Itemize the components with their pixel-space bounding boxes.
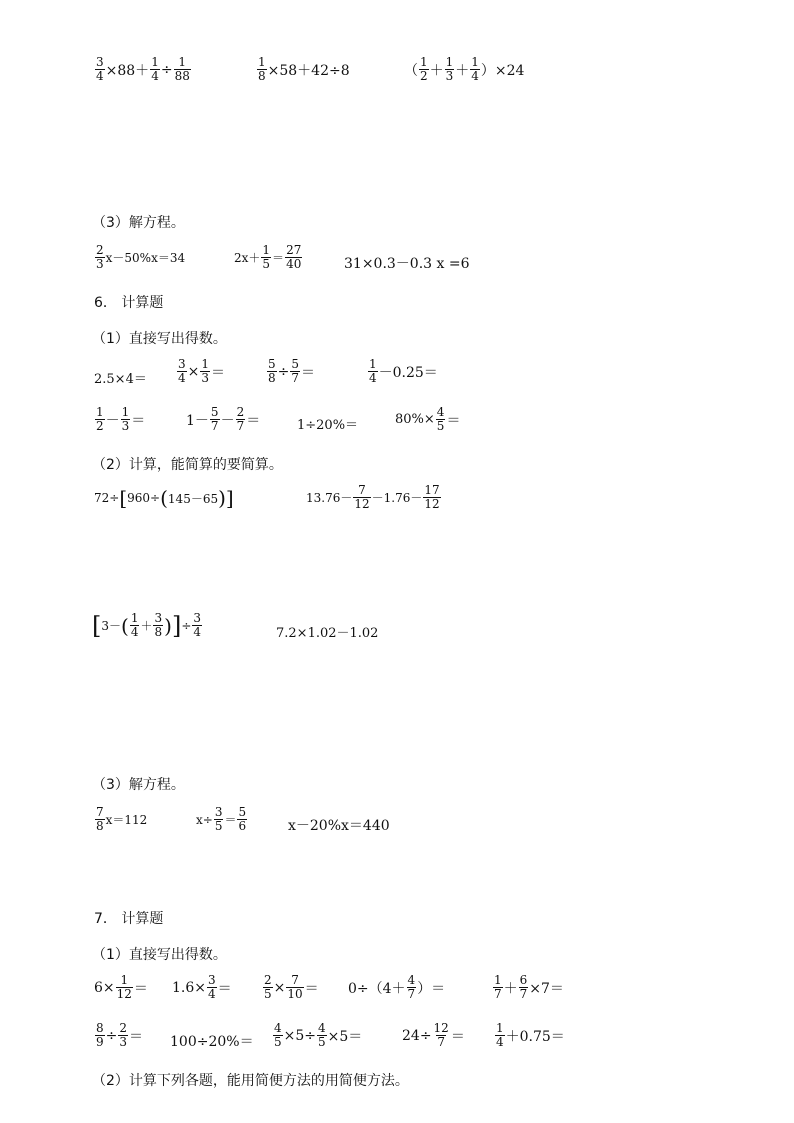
- fraction: $\frac{12}{7}$: [433, 1021, 449, 1049]
- fraction: $\frac{3}{4}$: [96, 55, 104, 83]
- oral-6-2a: $\frac{1}{2}$ － $\frac{1}{3}$ ＝: [96, 405, 146, 433]
- fraction: $\frac{7}{10}$: [287, 973, 303, 1001]
- equation-6-2: x÷ $\frac{3}{5}$ ＝ $\frac{5}{6}$: [196, 805, 247, 833]
- fraction: $\frac{1}{4}$: [471, 55, 479, 83]
- fraction: $\frac{1}{4}$: [369, 357, 377, 385]
- fraction: $\frac{17}{12}$: [424, 483, 440, 511]
- fraction: $\frac{4}{7}$: [407, 973, 416, 1001]
- fraction: $\frac{8}{9}$: [96, 1021, 104, 1049]
- fraction: $\frac{4}{5}$: [318, 1021, 326, 1049]
- fraction: $\frac{5}{8}$: [268, 357, 276, 385]
- equation-6-1: $\frac{7}{8}$ x＝112: [96, 805, 148, 833]
- expr-5-2: $\frac{1}{8}$ ×58＋42÷8: [258, 55, 350, 83]
- fraction: $\frac{3}{4}$: [178, 357, 186, 385]
- fraction: $\frac{3}{4}$: [208, 973, 216, 1001]
- fraction: $\frac{27}{40}$: [286, 243, 302, 271]
- fraction: $\frac{3}{8}$: [154, 611, 163, 639]
- fraction: $\frac{1}{12}$: [116, 973, 132, 1001]
- oral-7-1e: $\frac{1}{7}$ ＋ $\frac{6}{7}$ ×7＝: [494, 973, 564, 1001]
- calc-6-1: 72÷ [ 960÷ ( 145－65 ) ]: [94, 486, 234, 510]
- fraction: $\frac{7}{12}$: [354, 483, 370, 511]
- expr-5-3: （ $\frac{1}{2}$ ＋ $\frac{1}{3}$ ＋ $\frac{1}{4}$ ）×24: [404, 55, 525, 83]
- oral-6-2c: 1÷20%＝: [297, 418, 359, 433]
- fraction: $\frac{1}{3}$: [121, 405, 130, 433]
- fraction: $\frac{2}{7}$: [236, 405, 245, 433]
- section-heading-7: 7． 计算题: [94, 911, 164, 927]
- sub-label-7-1: （1）直接写出得数。: [92, 947, 227, 963]
- expr-5-1: $\frac{3}{4}$ ×88＋ $\frac{1}{4}$ ÷ $\frac{1}{88}$: [96, 55, 190, 83]
- fraction: $\frac{2}{3}$: [96, 243, 104, 271]
- equation-6-3: x－20%x＝440: [288, 818, 390, 834]
- sub-label-6-3: （3）解方程。: [92, 777, 185, 793]
- fraction: $\frac{1}{2}$: [96, 405, 104, 433]
- fraction: $\frac{2}{5}$: [264, 973, 272, 1001]
- oral-6-1d: $\frac{1}{4}$ －0.25＝: [369, 357, 438, 385]
- fraction: $\frac{1}{4}$: [496, 1021, 504, 1049]
- section-heading-6: 6． 计算题: [94, 295, 164, 311]
- oral-7-2a: $\frac{8}{9}$ ÷ $\frac{2}{3}$ ＝: [96, 1021, 144, 1049]
- fraction: $\frac{1}{2}$: [420, 55, 428, 83]
- equation-5-1: $\frac{2}{3}$ x－50%x＝34: [96, 243, 186, 271]
- fraction: $\frac{1}{7}$: [494, 973, 502, 1001]
- calc-6-2: 13.76－ $\frac{7}{12}$ －1.76－ $\frac{17}{12}$: [306, 483, 440, 511]
- fraction: $\frac{4}{5}$: [436, 405, 445, 433]
- fraction: $\frac{1}{88}$: [174, 55, 190, 83]
- fraction: $\frac{1}{5}$: [262, 243, 271, 271]
- equation-5-2: 2x＋ $\frac{1}{5}$ ＝ $\frac{27}{40}$: [234, 243, 302, 271]
- fraction: $\frac{4}{5}$: [274, 1021, 282, 1049]
- fraction: $\frac{1}{3}$: [201, 357, 210, 385]
- oral-6-1b: $\frac{3}{4}$ × $\frac{1}{3}$ ＝: [178, 357, 226, 385]
- oral-6-2d: 80%× $\frac{4}{5}$ ＝: [395, 405, 461, 433]
- fraction: $\frac{1}{4}$: [130, 611, 139, 639]
- oral-6-2b: 1－ $\frac{5}{7}$ － $\frac{2}{7}$ ＝: [186, 405, 261, 433]
- sub-label-6-2: （2）计算，能简算的要简算。: [92, 457, 283, 473]
- fraction: $\frac{6}{7}$: [519, 973, 528, 1001]
- fraction: $\frac{1}{3}$: [445, 55, 454, 83]
- fraction: $\frac{5}{7}$: [291, 357, 300, 385]
- fraction: $\frac{7}{8}$: [96, 805, 104, 833]
- oral-7-2d: 24÷ $\frac{12}{7}$ ＝: [402, 1021, 465, 1049]
- oral-6-1c: $\frac{5}{8}$ ÷ $\frac{5}{7}$ ＝: [268, 357, 316, 385]
- fraction: $\frac{3}{4}$: [193, 611, 202, 639]
- fraction: $\frac{2}{3}$: [119, 1021, 128, 1049]
- oral-7-2b: 100÷20%＝: [170, 1034, 254, 1050]
- sub-label-7-2: （2）计算下列各题，能用简便方法的用简便方法。: [92, 1073, 409, 1089]
- sub-label-5-3: （3）解方程。: [92, 215, 185, 231]
- oral-7-1a: 6× $\frac{1}{12}$ ＝: [94, 973, 148, 1001]
- fraction: $\frac{1}{4}$: [151, 55, 159, 83]
- oral-7-2c: $\frac{4}{5}$ ×5÷ $\frac{4}{5}$ ×5＝: [274, 1021, 363, 1049]
- equation-5-3: 31×0.3－0.3 x =6: [344, 256, 470, 272]
- fraction: $\frac{5}{7}$: [210, 405, 219, 433]
- oral-7-1d: 0÷（4＋ $\frac{4}{7}$ ）＝: [348, 973, 446, 1001]
- fraction: $\frac{3}{5}$: [214, 805, 223, 833]
- calc-6-3: [ 3－ ( $\frac{1}{4}$ ＋ $\frac{3}{8}$ ) ] ÷ $\frac{3}{4}$: [92, 611, 202, 640]
- calc-6-4: 7.2×1.02－1.02: [276, 626, 379, 641]
- sub-label-6-1: （1）直接写出得数。: [92, 331, 227, 347]
- fraction: $\frac{1}{8}$: [258, 55, 266, 83]
- oral-6-1a: 2.5×4＝: [94, 372, 147, 387]
- oral-7-2e: $\frac{1}{4}$ ＋0.75＝: [496, 1021, 565, 1049]
- fraction: $\frac{5}{6}$: [238, 805, 247, 833]
- oral-7-1b: 1.6× $\frac{3}{4}$ ＝: [172, 973, 232, 1001]
- oral-7-1c: $\frac{2}{5}$ × $\frac{7}{10}$ ＝: [264, 973, 319, 1001]
